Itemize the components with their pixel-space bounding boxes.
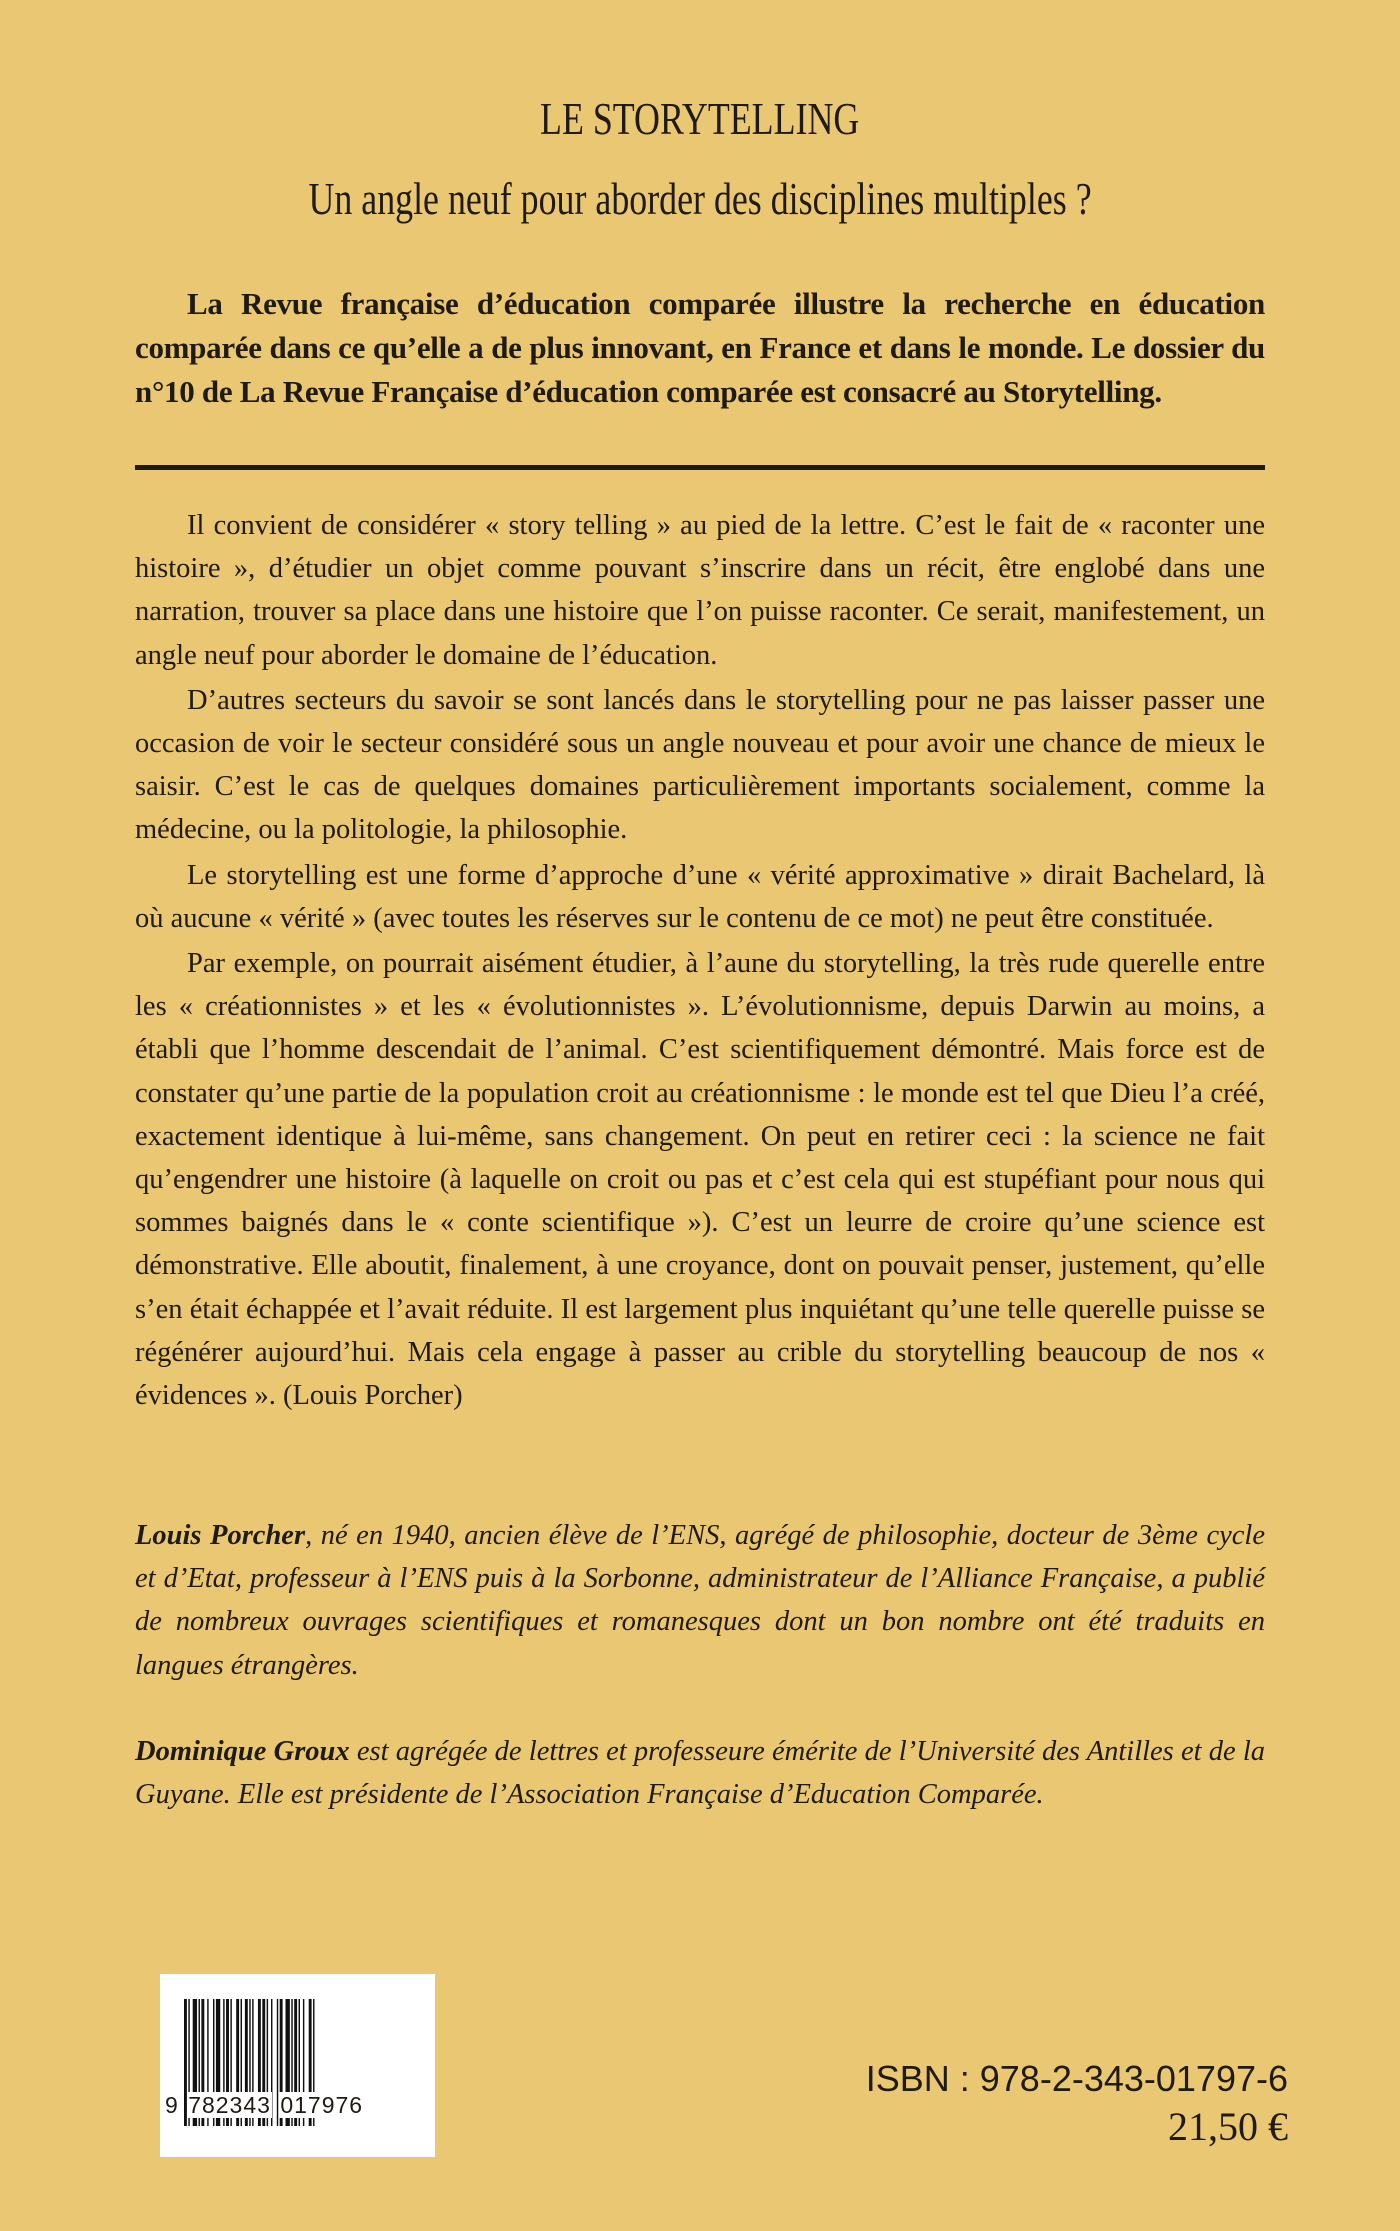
bio-text: , né en 1940, ancien élève de l’ENS, agrégé de philosophie, docteur de 3ème cycle et d’Etat, professeur à l’ENS puis à la Sorbonne, administrateur de l’Alliance Française, a publié de nombreux ouvrages scientifiques et romanesques dont un bon nombre ont été traduits en langues étrangères. bbox=[135, 1520, 1266, 1681]
barcode bbox=[160, 1974, 435, 2157]
body-paragraph: D’autres secteurs du savoir se sont lancés dans le storytelling pour ne pas laisser passer une occasion de voir le secteur considéré sous un angle nouveau et pour avoir une chance de mieux le saisir. C’est le cas de quelques domaines particulièrement importants socialement, comme la médecine, ou la politologie, la philosophie. bbox=[135, 684, 1265, 846]
book-subtitle bbox=[0, 172, 1400, 225]
body-paragraph: Le storytelling est une forme d’approche d’une « vérité approximative » dirait Bachelard, là où aucune « vérité » (avec toutes les réserves sur le contenu de ce mot) ne peut être constituée. bbox=[135, 859, 1265, 934]
barcode-digits-right: 017976 bbox=[280, 2092, 364, 2118]
title-text: LE STORYTELLING bbox=[540, 93, 860, 144]
divider-rule bbox=[135, 465, 1265, 470]
body-paragraph: Par exemple, on pourrait aisément étudier, à l’aune du storytelling, la très rude querelle entre les « créationnistes » et les « évolutionnistes ». L’évolutionnisme, depuis Darwin au moins, a établi que l’homme descendait de l’animal. C’est scientifiquement démontré. Mais force est de constater qu’une partie de la population croit au créationnisme : le monde est tel que Dieu l’a créé, exactement identique à lui-même, sans changement. On peut en retirer ceci : la science ne fait qu’engendrer une histoire (à laquelle on croit ou pas et c’est cela qui est stupéfiant pour nous qui sommes baignés dans le « conte scientifique »). C’est un leurre de croire qu’une science est démonstrative. Elle aboutit, finalement, à une croyance, dont on pouvait penser, justement, qu’elle s’en était échappée et l’avait réduite. Il est largement plus inquiétant qu’une telle querelle puisse se régénérer aujourd’hui. Mais cela engage à passer au crible du storytelling beaucoup de nos « évidences ». (Louis Porcher) bbox=[135, 948, 1265, 1412]
bio-text: est agrégée de lettres et professeure émérite de l’Université des Antilles et de la Guyane. Elle est présidente de l’Association Française d’Education Comparée. bbox=[135, 1736, 1265, 1811]
author-bio-porcher bbox=[135, 1514, 1265, 1687]
book-title bbox=[0, 92, 1400, 145]
author-name: Dominique Groux bbox=[135, 1736, 350, 1767]
price: 21,50 € bbox=[1168, 2104, 1288, 2149]
barcode-digits-left: 782343 bbox=[188, 2092, 271, 2118]
subtitle-text: Un angle neuf pour aborder des disciplines multiples ? bbox=[308, 173, 1092, 224]
barcode-digit-first: 9 bbox=[165, 2092, 179, 2118]
body-text bbox=[135, 504, 1265, 1419]
author-name: Louis Porcher bbox=[135, 1520, 306, 1551]
body-paragraph: Il convient de considérer « story telling » au pied de la lettre. C’est le fait de « raconter une histoire », d’étudier un objet comme pouvant s’inscrire dans un récit, être englobé dans une narration, trouver sa place dans une histoire que l’on puisse raconter. Ce serait, manifestement, un angle neuf pour aborder le domaine de l’éducation. bbox=[135, 510, 1265, 671]
intro-paragraph: La Revue française d’éducation comparée illustre la recherche en éducation comparée dans ce qu’elle a de plus innovant, en France et dans le monde. Le dossier du n°10 de La Revue Française d’éducation comparée est consacré au Storytelling. bbox=[135, 286, 1265, 409]
author-bio-groux bbox=[135, 1730, 1265, 1816]
isbn: ISBN : 978-2-343-01797-6 bbox=[865, 2058, 1288, 2099]
barcode-number bbox=[164, 2092, 432, 2119]
